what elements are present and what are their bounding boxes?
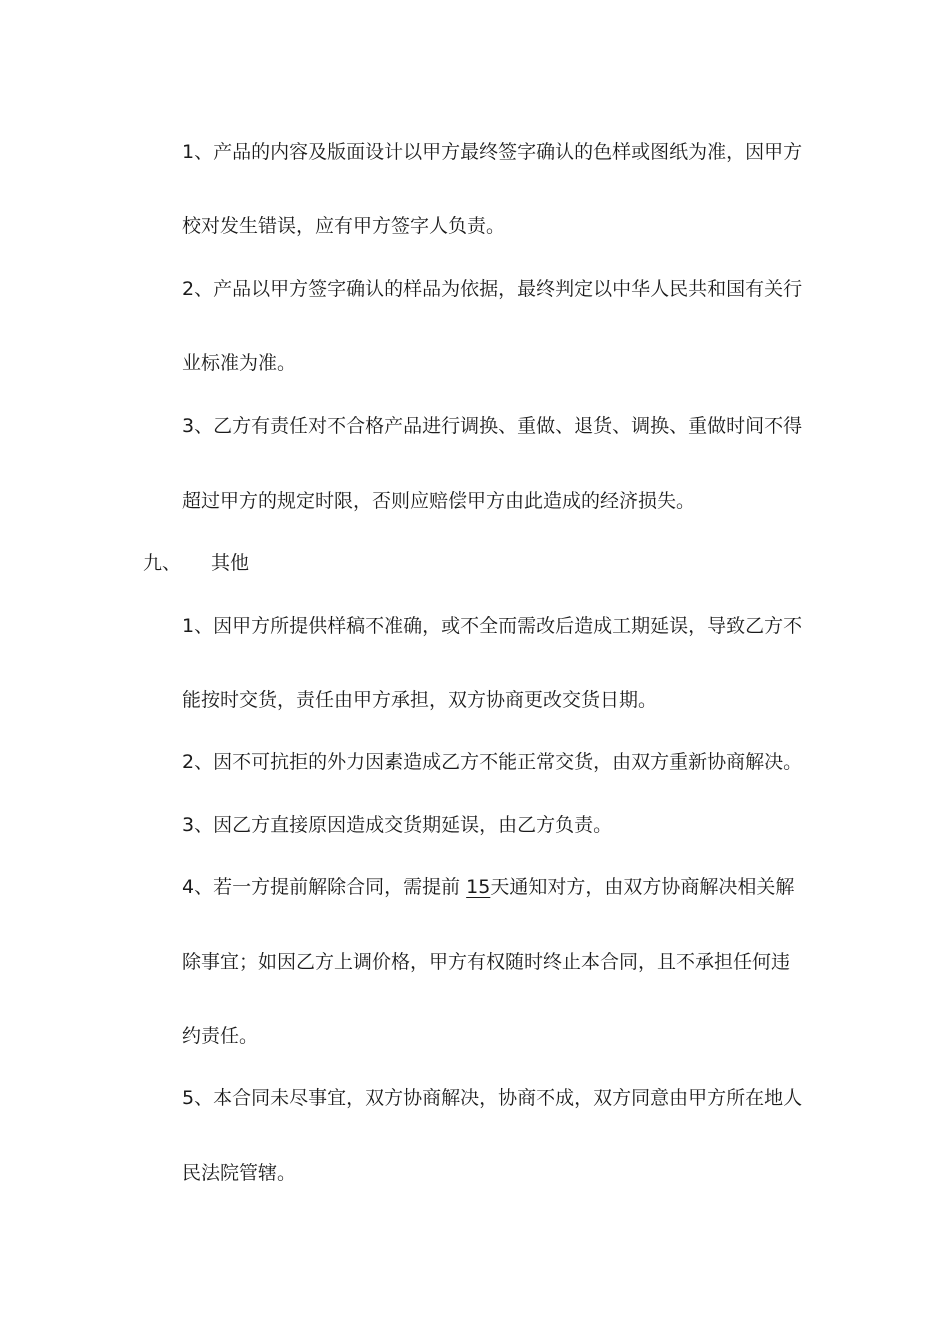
clause-9-5-line-1: 5、本合同未尽事宜，双方协商解决，协商不成，双方同意由甲方所在地人 [182,1087,803,1109]
clause-8-3-line-2: 超过甲方的规定时限，否则应赔偿甲方由此造成的经济损失。 [182,490,696,512]
clause-9-4-text-after: 天通知对方，由双方协商解决相关解 [490,876,795,898]
clause-9-4-line-3: 约责任。 [182,1025,259,1047]
clause-8-2-line-1: 2、产品以甲方签字确认的样品为依据，最终判定以中华人民共和国有关行 [182,278,803,300]
clause-9-5-line-2: 民法院管辖。 [182,1162,297,1184]
section-9-number: 九、 [143,552,182,574]
clause-9-4-line-1 [182,874,794,900]
clause-9-1-line-2: 能按时交货，责任由甲方承担，双方协商更改交货日期。 [182,689,658,711]
clause-9-1-line-1: 1、因甲方所提供样稿不准确，或不全而需改后造成工期延误，导致乙方不 [182,615,803,637]
clause-9-2-line-1: 2、因不可抗拒的外力因素造成乙方不能正常交货，由双方重新协商解决。 [182,751,803,773]
section-9-title: 其他 [211,552,250,574]
clause-9-4-line-2: 除事宜；如因乙方上调价格，甲方有权随时终止本合同，且不承担任何违 [182,951,791,973]
clause-8-1-line-2: 校对发生错误，应有甲方签字人负责。 [182,215,506,237]
section-9-heading [143,550,249,576]
clause-9-3-line-1: 3、因乙方直接原因造成交货期延误，由乙方负责。 [182,814,613,836]
clause-8-2-line-2: 业标准为准。 [182,352,297,374]
clause-8-3-line-1: 3、乙方有责任对不合格产品进行调换、重做、退货、调换、重做时间不得 [182,415,803,437]
clause-9-4-text-before: 4、若一方提前解除合同，需提前 [182,876,461,898]
clause-8-1-line-1: 1、产品的内容及版面设计以甲方最终签字确认的色样或图纸为准，因甲方 [182,141,803,163]
notice-days-value: 15 [466,876,491,898]
